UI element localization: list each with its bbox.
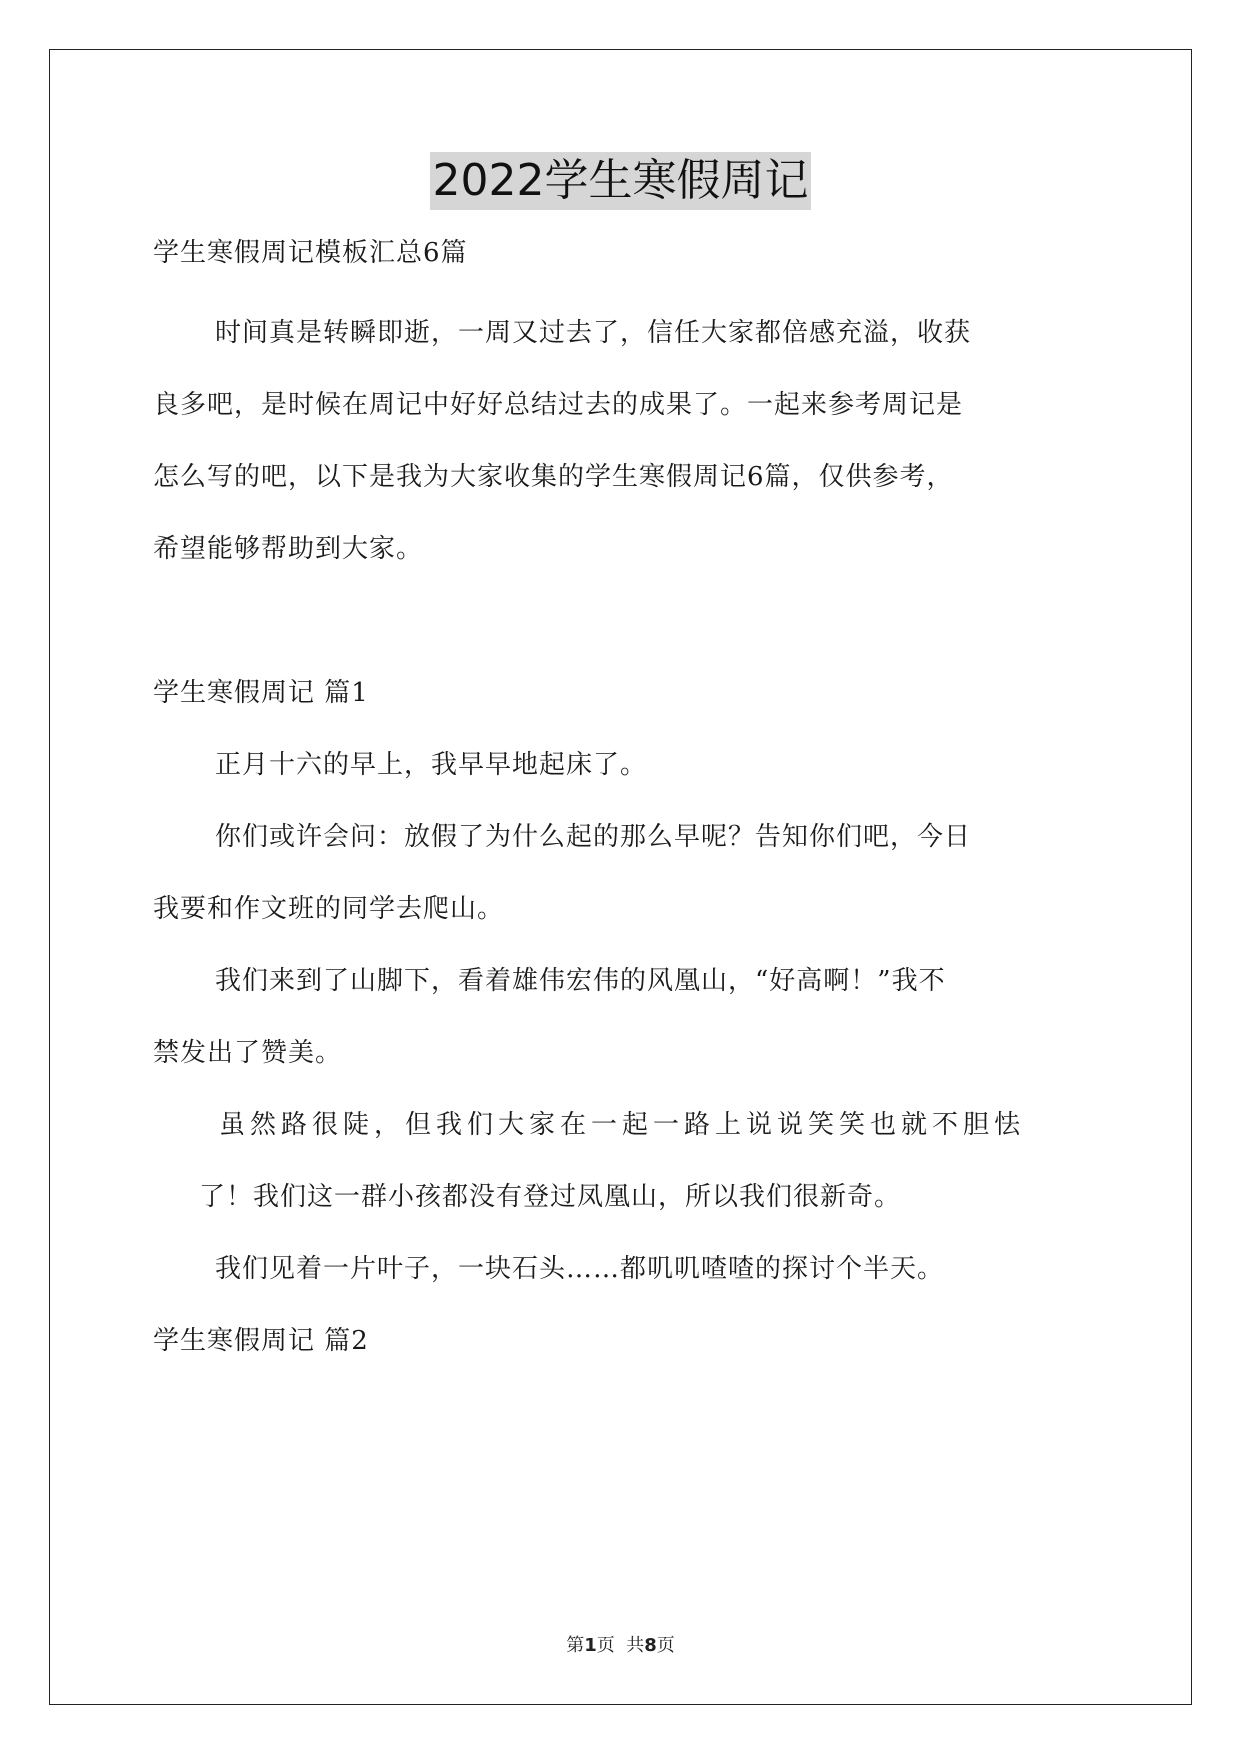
footer-total-pages: 8 [644,1635,657,1656]
footer-prefix: 第 [566,1635,585,1656]
intro-line-3: 怎么写的吧，以下是我为大家收集的学生寒假周记6篇，仅供参考， [153,462,954,492]
document-title: 2022学生寒假周记 [430,152,812,210]
section-heading-1: 学生寒假周记 篇1 [153,678,369,708]
document-subtitle: 学生寒假周记模板汇总6篇 [153,238,468,268]
footer-suffix: 页 [656,1635,675,1656]
intro-line-2: 良多吧，是时候在周记中好好总结过去的成果了。一起来参考周记是 [153,390,964,420]
section1-line-3: 我要和作文班的同学去爬山。 [153,894,505,924]
footer-middle: 页 共 [596,1635,645,1656]
section1-line-4: 我们来到了山脚下，看着雄伟宏伟的风凰山，“好高啊！”我不 [215,966,946,996]
page-border [49,49,1192,1705]
page-footer [0,1631,1241,1657]
intro-line-4: 希望能够帮助到大家。 [153,534,424,564]
section1-line-6: 虽然路很陡，但我们大家在一起一路上说说笑笑也就不胆怯 [219,1110,1026,1140]
section1-line-7: 了！我们这一群小孩都没有登过凤凰山，所以我们很新奇。 [199,1182,902,1212]
section-heading-2: 学生寒假周记 篇2 [153,1326,369,1356]
title-wrap [0,152,1241,210]
section1-line-2: 你们或许会问：放假了为什么起的那么早呢？告知你们吧，今日 [215,822,972,852]
footer-page-number: 1 [584,1635,597,1656]
section1-line-8: 我们见着一片叶子，一块石头……都叽叽喳喳的探讨个半天。 [215,1254,945,1284]
intro-line-1: 时间真是转瞬即逝，一周又过去了，信任大家都倍感充溢，收获 [215,318,972,348]
section1-line-1: 正月十六的早上，我早早地起床了。 [215,750,648,780]
section1-line-5: 禁发出了赞美。 [153,1038,343,1068]
